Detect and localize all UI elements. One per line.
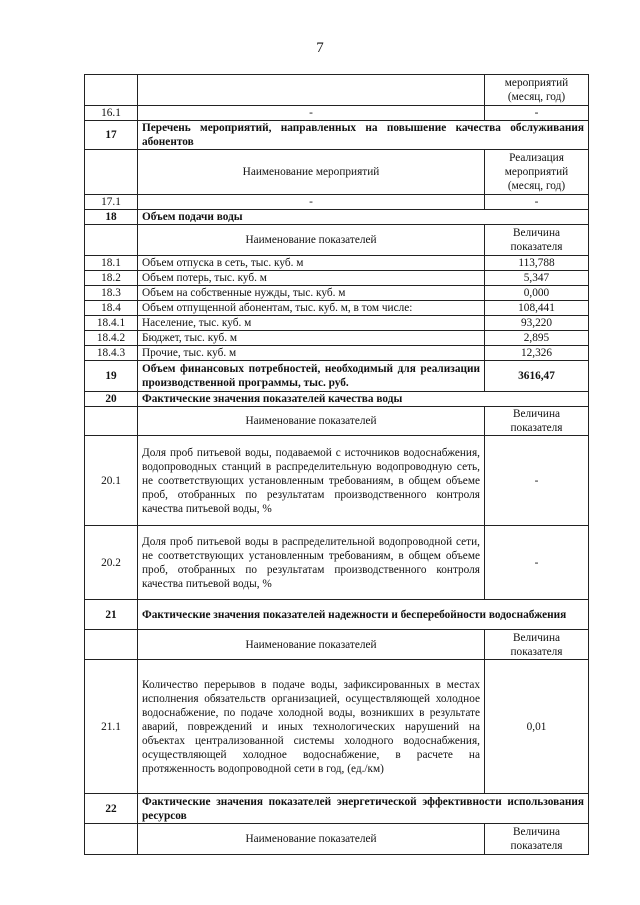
table-row [85, 316, 589, 331]
row-name: Доля проб питьевой воды в распределительной водопроводной сети, не соответствующих установленным требованиям, в общем объеме проб, отобранных по результатам производственного контроля качества питьевой воды, % [138, 526, 485, 600]
row-name: - [138, 195, 485, 210]
header-row [85, 225, 589, 256]
header-row [85, 630, 589, 660]
table-row [85, 256, 589, 271]
blank-cell [85, 407, 138, 436]
table-row [85, 526, 589, 600]
section-row [85, 392, 589, 407]
row-value: - [485, 195, 589, 210]
header-row [85, 407, 589, 436]
page-number: 7 [316, 40, 324, 56]
row-name: Объем на собственные нужды, тыс. куб. м [138, 286, 485, 301]
section-title: Объем подачи воды [138, 210, 589, 225]
row-name: Объем отпуска в сеть, тыс. куб. м [138, 256, 485, 271]
section-row [85, 361, 589, 392]
row-value: - [485, 106, 589, 121]
table-row [85, 331, 589, 346]
section-value: 3616,47 [485, 361, 589, 392]
section-title: Перечень мероприятий, направленных на повышение качества обслуживания абонентов [138, 121, 589, 150]
row-value: 0,000 [485, 286, 589, 301]
row-value: 2,895 [485, 331, 589, 346]
row-name: Прочие, тыс. куб. м [138, 346, 485, 361]
table-row [85, 106, 589, 121]
row-number: 21.1 [85, 660, 138, 794]
row-number: 16.1 [85, 106, 138, 121]
row-number: 18.1 [85, 256, 138, 271]
section-row [85, 121, 589, 150]
table-row [85, 660, 589, 794]
row-number: 18.4.3 [85, 346, 138, 361]
row-value: 93,220 [485, 316, 589, 331]
row-value: - [485, 436, 589, 526]
program-table [84, 74, 589, 855]
section-number: 22 [85, 794, 138, 824]
row-value: 113,788 [485, 256, 589, 271]
section-title: Фактические значения показателей качества воды [138, 392, 589, 407]
row-number: 20.1 [85, 436, 138, 526]
section-row [85, 794, 589, 824]
row-name: Бюджет, тыс. куб. м [138, 331, 485, 346]
section-title: Фактические значения показателей энергетической эффективности использования ресурсов [138, 794, 589, 824]
table-row [85, 346, 589, 361]
table-row [85, 436, 589, 526]
row-value: 108,441 [485, 301, 589, 316]
header-value: Реализация мероприятий (месяц, год) [485, 150, 589, 195]
section-row [85, 210, 589, 225]
table-row [85, 271, 589, 286]
row-value: 12,326 [485, 346, 589, 361]
header-name: Наименование мероприятий [138, 150, 485, 195]
header-value: Величина показателя [485, 225, 589, 256]
header-value: Величина показателя [485, 824, 589, 855]
section-title: Фактические значения показателей надежности и бесперебойности водоснабжения [138, 600, 589, 630]
table-row [85, 75, 589, 106]
table-row [85, 301, 589, 316]
row-name: Объем потерь, тыс. куб. м [138, 271, 485, 286]
row-number: 18.4.2 [85, 331, 138, 346]
blank-cell [85, 824, 138, 855]
row-name: Население, тыс. куб. м [138, 316, 485, 331]
row-number: 18.4 [85, 301, 138, 316]
section-title: Объем финансовых потребностей, необходимый для реализации производственной программы, тыс. руб. [138, 361, 485, 392]
header-row [85, 824, 589, 855]
header-row [85, 150, 589, 195]
row-value: мероприятий (месяц, год) [485, 75, 589, 106]
row-number: 18.2 [85, 271, 138, 286]
row-name: Объем отпущенной абонентам, тыс. куб. м, в том числе: [138, 301, 485, 316]
row-value: 5,347 [485, 271, 589, 286]
section-number: 17 [85, 121, 138, 150]
row-value: - [485, 526, 589, 600]
header-name: Наименование показателей [138, 407, 485, 436]
blank-cell [85, 630, 138, 660]
row-number: 20.2 [85, 526, 138, 600]
row-name: Количество перерывов в подаче воды, зафиксированных в местах исполнения обязательств организацией, осуществляющей холодное водоснабжение, по подаче холодной воды, возникших в результате аварий, повреждений и иных технологических нарушений на объектах централизованной системы холодного водоснабжения, осуществляющей холодное водоснабжение, в расчете на протяженность водопроводной сети в год, (ед./км) [138, 660, 485, 794]
table-row [85, 195, 589, 210]
header-value: Величина показателя [485, 407, 589, 436]
row-name [138, 75, 485, 106]
blank-cell [85, 150, 138, 195]
header-name: Наименование показателей [138, 824, 485, 855]
row-number: 18.4.1 [85, 316, 138, 331]
blank-cell [85, 225, 138, 256]
row-number: 17.1 [85, 195, 138, 210]
section-row [85, 600, 589, 630]
row-name: Доля проб питьевой воды, подаваемой с источников водоснабжения, водопроводных станций в распределительную водопроводную сеть, не соответствующих установленным требованиям, в общем объеме проб, отобранных по результатам производственного контроля качества питьевой воды, % [138, 436, 485, 526]
table-row [85, 286, 589, 301]
section-number: 18 [85, 210, 138, 225]
row-name: - [138, 106, 485, 121]
row-number [85, 75, 138, 106]
header-value: Величина показателя [485, 630, 589, 660]
row-value: 0,01 [485, 660, 589, 794]
row-number: 18.3 [85, 286, 138, 301]
section-number: 19 [85, 361, 138, 392]
section-number: 21 [85, 600, 138, 630]
header-name: Наименование показателей [138, 630, 485, 660]
section-number: 20 [85, 392, 138, 407]
header-name: Наименование показателей [138, 225, 485, 256]
